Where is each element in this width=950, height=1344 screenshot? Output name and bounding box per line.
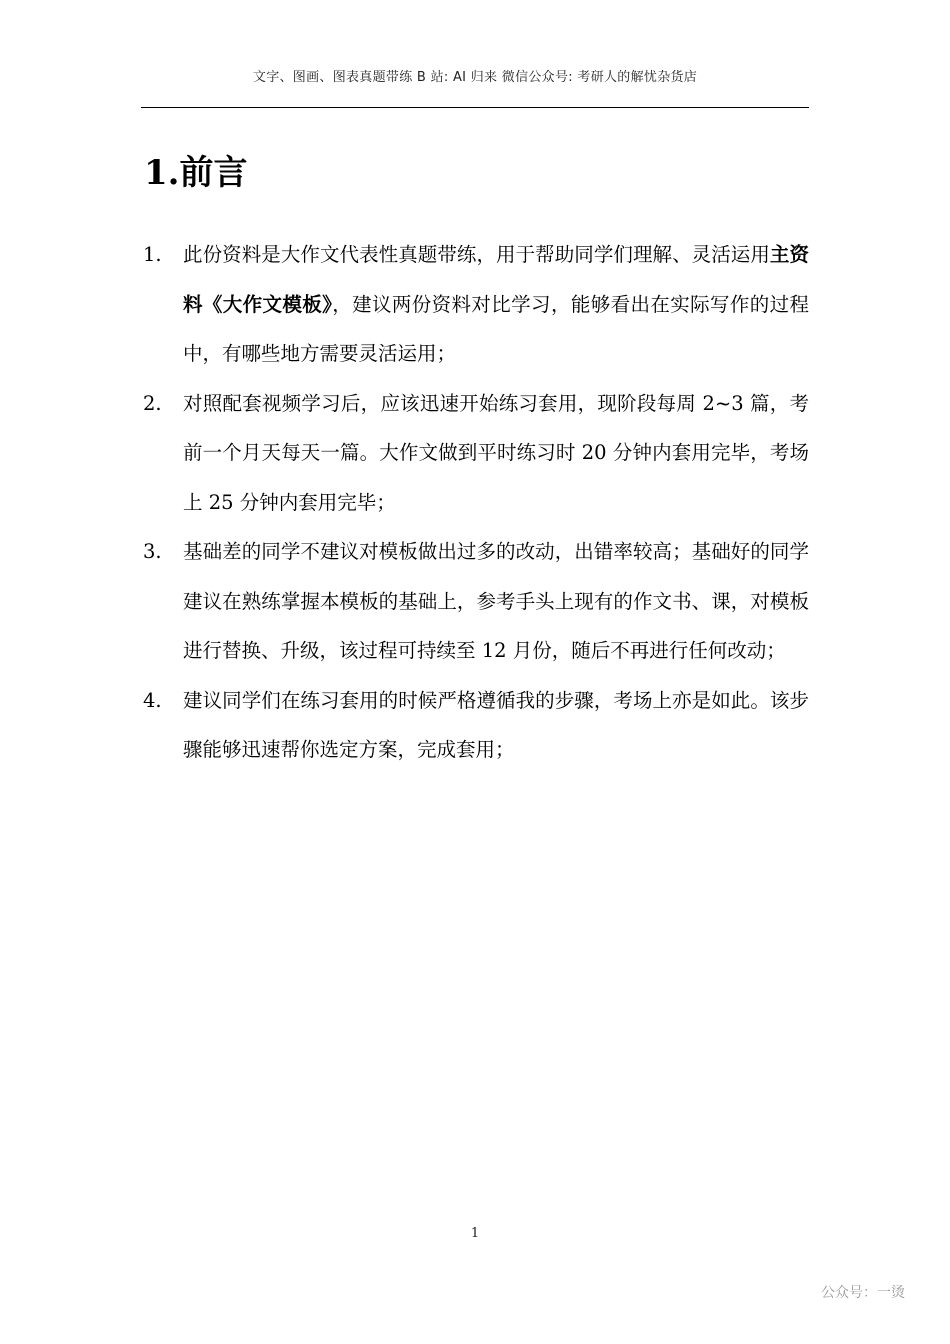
list-item-text: 对照配套视频学习后，应该迅速开始练习套用，现阶段每周 2~3 篇，考前一个月天每天一篇。大作文做到平时练习时 20 分钟内套用完毕，考场上 25 分钟内套用完毕； xyxy=(183,391,809,514)
page-number: 1 xyxy=(470,1226,480,1241)
list-item xyxy=(143,230,809,379)
watermark: 公众号：一烫 xyxy=(821,1285,905,1301)
list-item-number: 2. xyxy=(143,391,162,415)
list-item-text: 基础差的同学不建议对模板做出过多的改动，出错率较高；基础好的同学建议在熟练掌握本模板的基础上，参考手头上现有的作文书、课，对模板进行替换、升级，该过程可持续至 12 月份，随后不再进行任何改动； xyxy=(183,540,809,662)
section-title: 1.前言 xyxy=(144,153,248,193)
list-item xyxy=(143,676,809,775)
page-header: 文字、图画、图表真题带练 B 站: AI 归来 微信公众号: 考研人的解忧杂货店 xyxy=(252,70,698,85)
list-item-text-before: 此份资料是大作文代表性真题带练，用于帮助同学们理解、灵活运用 xyxy=(183,243,770,266)
list-item-text-bold: 主资料《大作文模板》 xyxy=(183,243,809,316)
list-item-text-after: ，建议两份资料对比学习，能够看出在实际写作的过程中，有哪些地方需要灵活运用； xyxy=(183,292,809,365)
list-item-number: 4. xyxy=(143,688,162,712)
list-item xyxy=(143,379,809,528)
list-item-number: 1. xyxy=(143,243,162,266)
list-item-number: 3. xyxy=(143,540,162,563)
list-item-text xyxy=(183,230,809,379)
header-divider xyxy=(141,107,809,108)
list-item-text: 建议同学们在练习套用的时候严格遵循我的步骤，考场上亦是如此。该步骤能够迅速帮你选定方案，完成套用； xyxy=(183,688,809,761)
preface-list xyxy=(143,230,809,775)
list-item xyxy=(143,527,809,676)
